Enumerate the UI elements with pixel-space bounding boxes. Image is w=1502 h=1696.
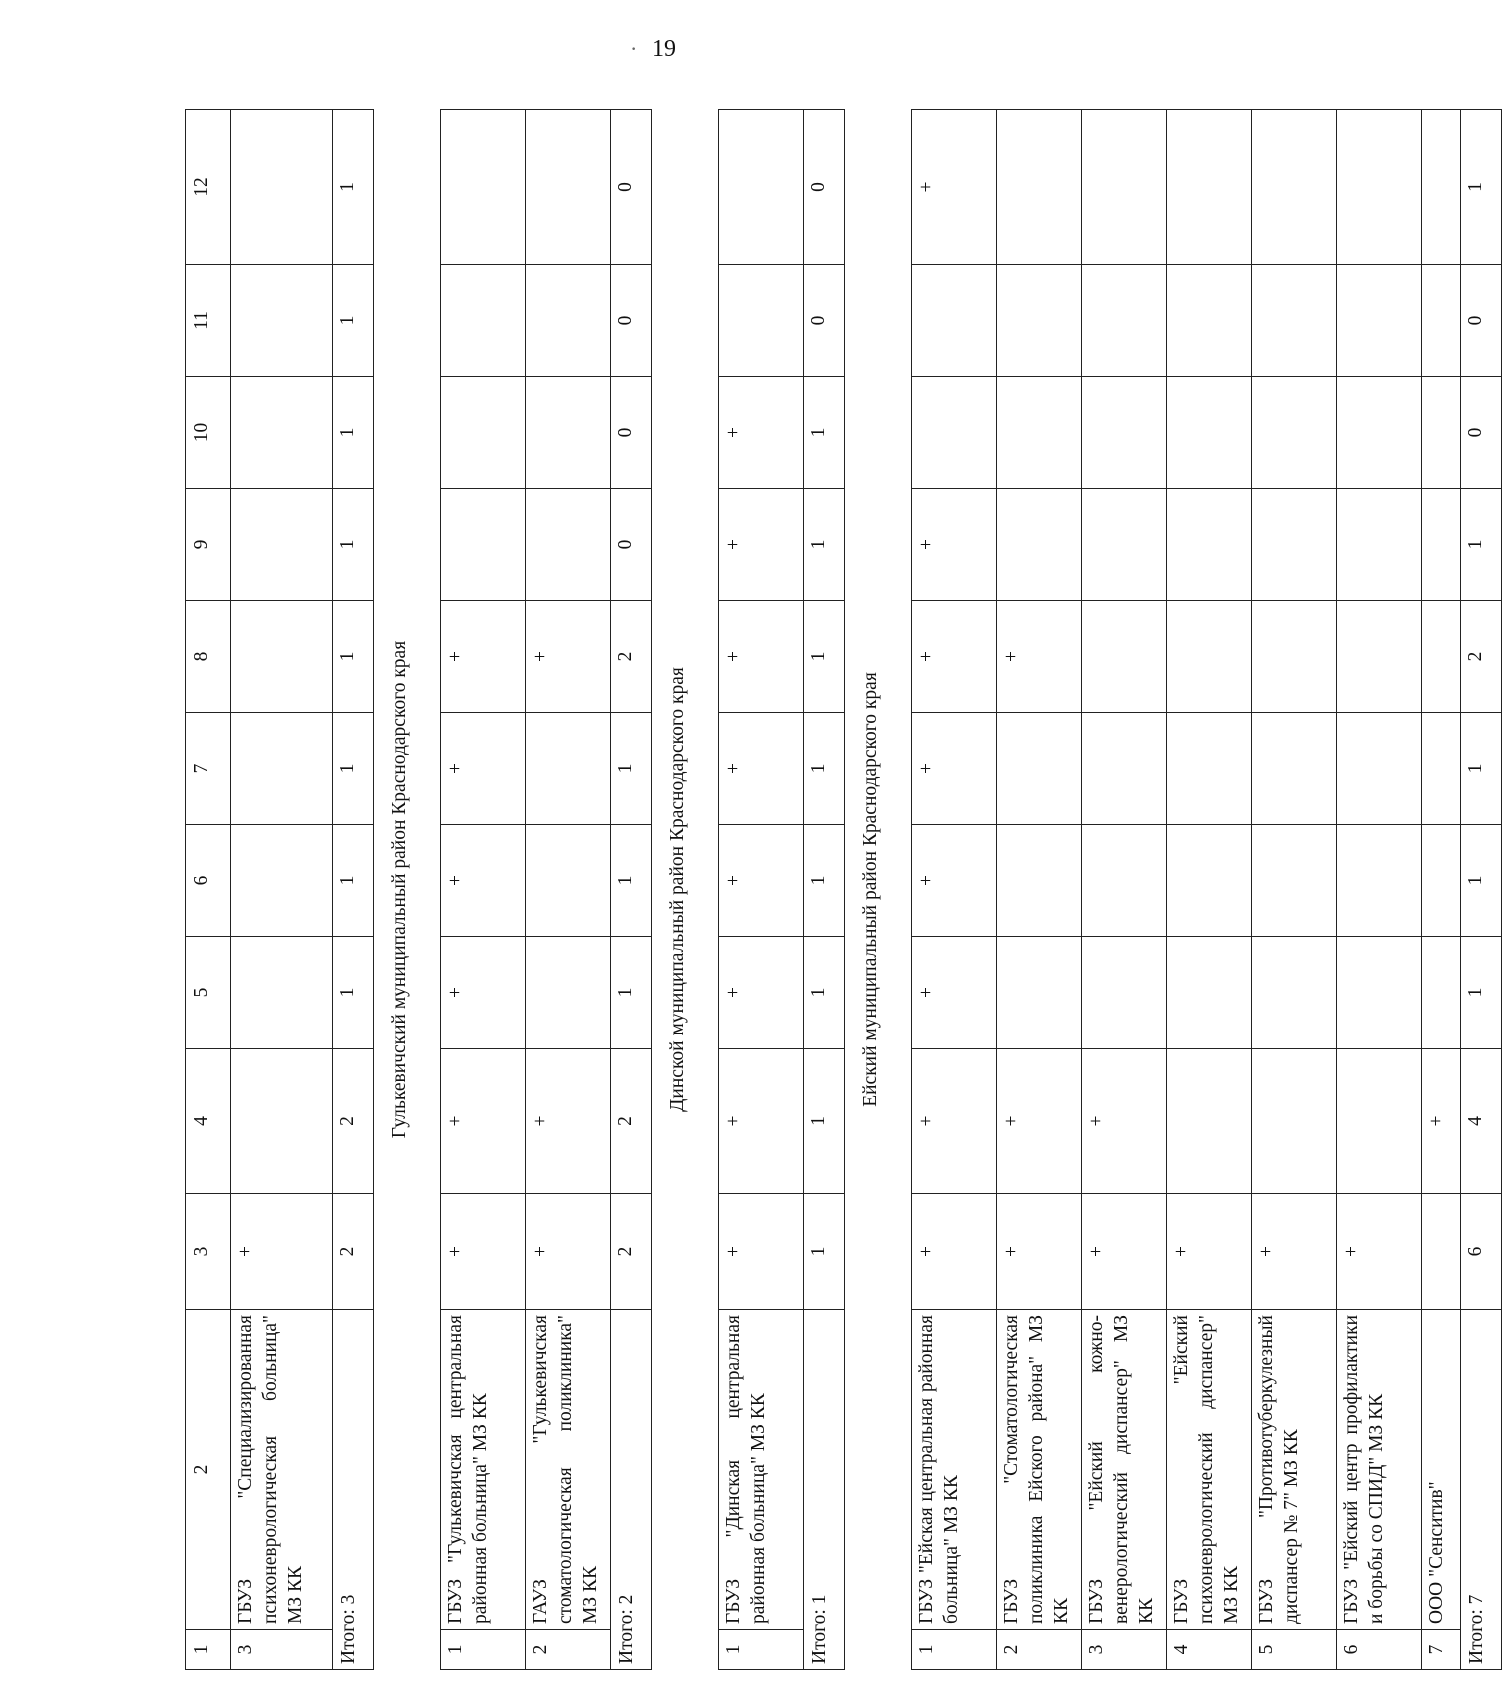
total-value: 1 [1461, 713, 1502, 825]
row-number: 3 [1082, 1630, 1167, 1670]
organization-name: ГБУЗ "Специализированная психоневрологическая больница" МЗ КК [231, 1310, 333, 1630]
total-value: 2 [611, 601, 652, 713]
row-number: 2 [526, 1630, 611, 1670]
page-dot: · [630, 36, 638, 61]
total-value: 1 [333, 110, 374, 265]
total-value: 2 [1461, 601, 1502, 713]
organization-name: ГБУЗ "Противотуберкулезный диспансер № 7" МЗ КК [1252, 1310, 1337, 1630]
section-title: Динской муниципальный район Краснодарского края [652, 110, 719, 1670]
table-row [1082, 110, 1167, 1670]
mark-cell: + [719, 1049, 804, 1194]
organization-name: ГБУЗ "Стоматологическая поликлиника Ейского района" МЗ КК [997, 1310, 1082, 1630]
header-cell-2: 2 [186, 1310, 231, 1630]
header-cell-6: 6 [186, 825, 231, 937]
mark-cell [1422, 825, 1461, 937]
mark-cell [1082, 265, 1167, 377]
total-value: 1 [333, 601, 374, 713]
total-value: 1 [804, 713, 845, 825]
page-number: 19 [652, 36, 676, 62]
mark-cell: + [912, 110, 997, 265]
mark-cell: + [231, 1194, 333, 1310]
mark-cell: + [526, 1049, 611, 1194]
mark-cell [231, 265, 333, 377]
mark-cell [231, 377, 333, 489]
mark-cell [1337, 489, 1422, 601]
section-title: Ейский муниципальный район Краснодарского края [845, 110, 912, 1670]
total-value: 1 [333, 825, 374, 937]
mark-cell [1167, 713, 1252, 825]
total-row [611, 110, 652, 1670]
mark-cell [719, 265, 804, 377]
mark-cell [1167, 489, 1252, 601]
total-value: 2 [611, 1049, 652, 1194]
row-number: 7 [1422, 1630, 1461, 1670]
mark-cell [1337, 1049, 1422, 1194]
mark-cell [1422, 265, 1461, 377]
total-value: 1 [333, 713, 374, 825]
mark-cell: + [997, 1049, 1082, 1194]
header-cell-3: 3 [186, 1194, 231, 1310]
mark-cell: + [997, 601, 1082, 713]
mark-cell [1422, 937, 1461, 1049]
mark-cell [912, 377, 997, 489]
header-cell-9: 9 [186, 489, 231, 601]
mark-cell [997, 825, 1082, 937]
mark-cell: + [912, 825, 997, 937]
mark-cell: + [912, 489, 997, 601]
mark-cell: + [1082, 1049, 1167, 1194]
mark-cell [1082, 489, 1167, 601]
mark-cell [997, 713, 1082, 825]
mark-cell: + [441, 1194, 526, 1310]
row-number: 2 [997, 1630, 1082, 1670]
mark-cell [526, 110, 611, 265]
header-cell-4: 4 [186, 1049, 231, 1194]
mark-cell: + [719, 713, 804, 825]
mark-cell [526, 937, 611, 1049]
mark-cell [1422, 110, 1461, 265]
section-title: Гулькевичский муниципальный район Краснодарского края [374, 110, 441, 1670]
total-value: 0 [804, 265, 845, 377]
mark-cell [441, 265, 526, 377]
mark-cell [1082, 713, 1167, 825]
mark-cell [441, 377, 526, 489]
mark-cell [997, 110, 1082, 265]
mark-cell [1252, 377, 1337, 489]
mark-cell [1337, 937, 1422, 1049]
total-value: 1 [333, 489, 374, 601]
total-value: 1 [611, 713, 652, 825]
mark-cell [231, 601, 333, 713]
mark-cell [1167, 601, 1252, 713]
table-row [231, 110, 333, 1670]
mark-cell: + [1252, 1194, 1337, 1310]
total-value: 0 [611, 489, 652, 601]
mark-cell [441, 489, 526, 601]
total-value: 0 [1461, 265, 1502, 377]
mark-cell [1082, 110, 1167, 265]
total-row [1461, 110, 1502, 1670]
mark-cell [231, 825, 333, 937]
mark-cell: + [441, 1049, 526, 1194]
total-label: Итого: 7 [1461, 1310, 1502, 1670]
mark-cell: + [719, 937, 804, 1049]
total-value: 0 [804, 110, 845, 265]
mark-cell [1422, 713, 1461, 825]
total-value: 2 [611, 1194, 652, 1310]
total-value: 1 [611, 825, 652, 937]
mark-cell [1337, 713, 1422, 825]
mark-cell [997, 265, 1082, 377]
total-value: 0 [611, 110, 652, 265]
mark-cell [1422, 377, 1461, 489]
mark-cell [1082, 377, 1167, 489]
mark-cell [1422, 1194, 1461, 1310]
mark-cell [526, 377, 611, 489]
mark-cell: + [912, 1194, 997, 1310]
table-row [997, 110, 1082, 1670]
section-row [374, 110, 441, 1670]
total-value: 0 [611, 377, 652, 489]
rotated-table-container [185, 80, 1487, 1680]
mark-cell [912, 265, 997, 377]
mark-cell [231, 937, 333, 1049]
mark-cell: + [441, 601, 526, 713]
total-value: 1 [611, 937, 652, 1049]
report-table [185, 109, 1502, 1670]
mark-cell [719, 110, 804, 265]
mark-cell [1252, 265, 1337, 377]
table-row [912, 110, 997, 1670]
organization-name: ГБУЗ "Гулькевичская центральная районная больница" МЗ КК [441, 1310, 526, 1630]
mark-cell [526, 489, 611, 601]
total-value: 2 [333, 1194, 374, 1310]
row-number: 1 [441, 1630, 526, 1670]
mark-cell [526, 825, 611, 937]
mark-cell: + [719, 1194, 804, 1310]
row-number: 1 [912, 1630, 997, 1670]
table-row [441, 110, 526, 1670]
mark-cell: + [912, 1049, 997, 1194]
total-value: 1 [1461, 937, 1502, 1049]
header-row [186, 110, 231, 1670]
mark-cell: + [441, 937, 526, 1049]
header-cell-11: 11 [186, 265, 231, 377]
mark-cell [1167, 265, 1252, 377]
mark-cell [1337, 825, 1422, 937]
organization-name: ГБУЗ "Ейский центр профилактики и борьбы со СПИД" МЗ КК [1337, 1310, 1422, 1630]
mark-cell [1337, 601, 1422, 713]
mark-cell [231, 110, 333, 265]
section-row [652, 110, 719, 1670]
section-row [845, 110, 912, 1670]
mark-cell [1082, 825, 1167, 937]
header-cell-12: 12 [186, 110, 231, 265]
header-cell-10: 10 [186, 377, 231, 489]
mark-cell: + [441, 713, 526, 825]
table-row [1252, 110, 1337, 1670]
mark-cell [1337, 265, 1422, 377]
mark-cell: + [719, 601, 804, 713]
total-value: 1 [333, 377, 374, 489]
total-value: 6 [1461, 1194, 1502, 1310]
mark-cell: + [441, 825, 526, 937]
mark-cell: + [997, 1194, 1082, 1310]
mark-cell: + [719, 825, 804, 937]
total-row [804, 110, 845, 1670]
mark-cell [997, 377, 1082, 489]
total-value: 0 [1461, 377, 1502, 489]
mark-cell: + [912, 713, 997, 825]
mark-cell [231, 713, 333, 825]
total-value: 1 [1461, 825, 1502, 937]
mark-cell: + [912, 937, 997, 1049]
total-value: 1 [1461, 489, 1502, 601]
mark-cell: + [719, 377, 804, 489]
mark-cell [231, 489, 333, 601]
mark-cell [1252, 601, 1337, 713]
organization-name: ГБУЗ "Ейский кожно-венерологический диспансер" МЗ КК [1082, 1310, 1167, 1630]
total-label: Итого: 1 [804, 1310, 845, 1670]
mark-cell [1167, 825, 1252, 937]
mark-cell: + [1422, 1049, 1461, 1194]
mark-cell [1167, 937, 1252, 1049]
total-value: 1 [804, 377, 845, 489]
mark-cell: + [526, 1194, 611, 1310]
row-number: 4 [1167, 1630, 1252, 1670]
mark-cell [1252, 110, 1337, 265]
mark-cell: + [1167, 1194, 1252, 1310]
row-number: 5 [1252, 1630, 1337, 1670]
total-value: 1 [333, 265, 374, 377]
row-number: 3 [231, 1630, 333, 1670]
mark-cell [1422, 489, 1461, 601]
mark-cell [1167, 377, 1252, 489]
mark-cell [997, 937, 1082, 1049]
mark-cell [1252, 713, 1337, 825]
total-value: 1 [804, 1049, 845, 1194]
mark-cell [231, 1049, 333, 1194]
mark-cell: + [526, 601, 611, 713]
total-value: 2 [333, 1049, 374, 1194]
table-row [719, 110, 804, 1670]
mark-cell: + [912, 601, 997, 713]
mark-cell [1167, 110, 1252, 265]
total-label: Итого: 3 [333, 1310, 374, 1670]
organization-name: ГБУЗ "Ейская центральная районная больница" МЗ КК [912, 1310, 997, 1630]
mark-cell [441, 110, 526, 265]
header-cell-8: 8 [186, 601, 231, 713]
mark-cell [1082, 601, 1167, 713]
mark-cell [1337, 110, 1422, 265]
total-value: 1 [804, 1194, 845, 1310]
mark-cell [1082, 937, 1167, 1049]
total-value: 1 [804, 601, 845, 713]
total-value: 1 [333, 937, 374, 1049]
mark-cell: + [719, 489, 804, 601]
mark-cell: + [1082, 1194, 1167, 1310]
table-row [1337, 110, 1422, 1670]
table-body [186, 110, 1502, 1670]
total-value: 4 [1461, 1049, 1502, 1194]
header-cell-5: 5 [186, 937, 231, 1049]
mark-cell: + [1337, 1194, 1422, 1310]
mark-cell [526, 713, 611, 825]
total-value: 1 [804, 937, 845, 1049]
organization-name: ООО "Сенситив" [1422, 1310, 1461, 1630]
mark-cell [1252, 937, 1337, 1049]
total-label: Итого: 2 [611, 1310, 652, 1670]
total-value: 1 [804, 825, 845, 937]
mark-cell [1337, 377, 1422, 489]
table-row [1422, 110, 1461, 1670]
total-row [333, 110, 374, 1670]
organization-name: ГБУЗ "Динская центральная районная больница" МЗ КК [719, 1310, 804, 1630]
total-value: 1 [804, 489, 845, 601]
organization-name: ГАУЗ "Гулькевичская стоматологическая поликлиника" МЗ КК [526, 1310, 611, 1630]
table-row [526, 110, 611, 1670]
total-value: 1 [1461, 110, 1502, 265]
header-cell-1: 1 [186, 1630, 231, 1670]
organization-name: ГБУЗ "Ейский психоневрологический диспансер" МЗ КК [1167, 1310, 1252, 1630]
header-cell-7: 7 [186, 713, 231, 825]
mark-cell [1252, 1049, 1337, 1194]
row-number: 1 [719, 1630, 804, 1670]
mark-cell [1422, 601, 1461, 713]
row-number: 6 [1337, 1630, 1422, 1670]
total-value: 0 [611, 265, 652, 377]
mark-cell [1252, 489, 1337, 601]
mark-cell [997, 489, 1082, 601]
mark-cell [1167, 1049, 1252, 1194]
table-row [1167, 110, 1252, 1670]
mark-cell [1252, 825, 1337, 937]
mark-cell [526, 265, 611, 377]
